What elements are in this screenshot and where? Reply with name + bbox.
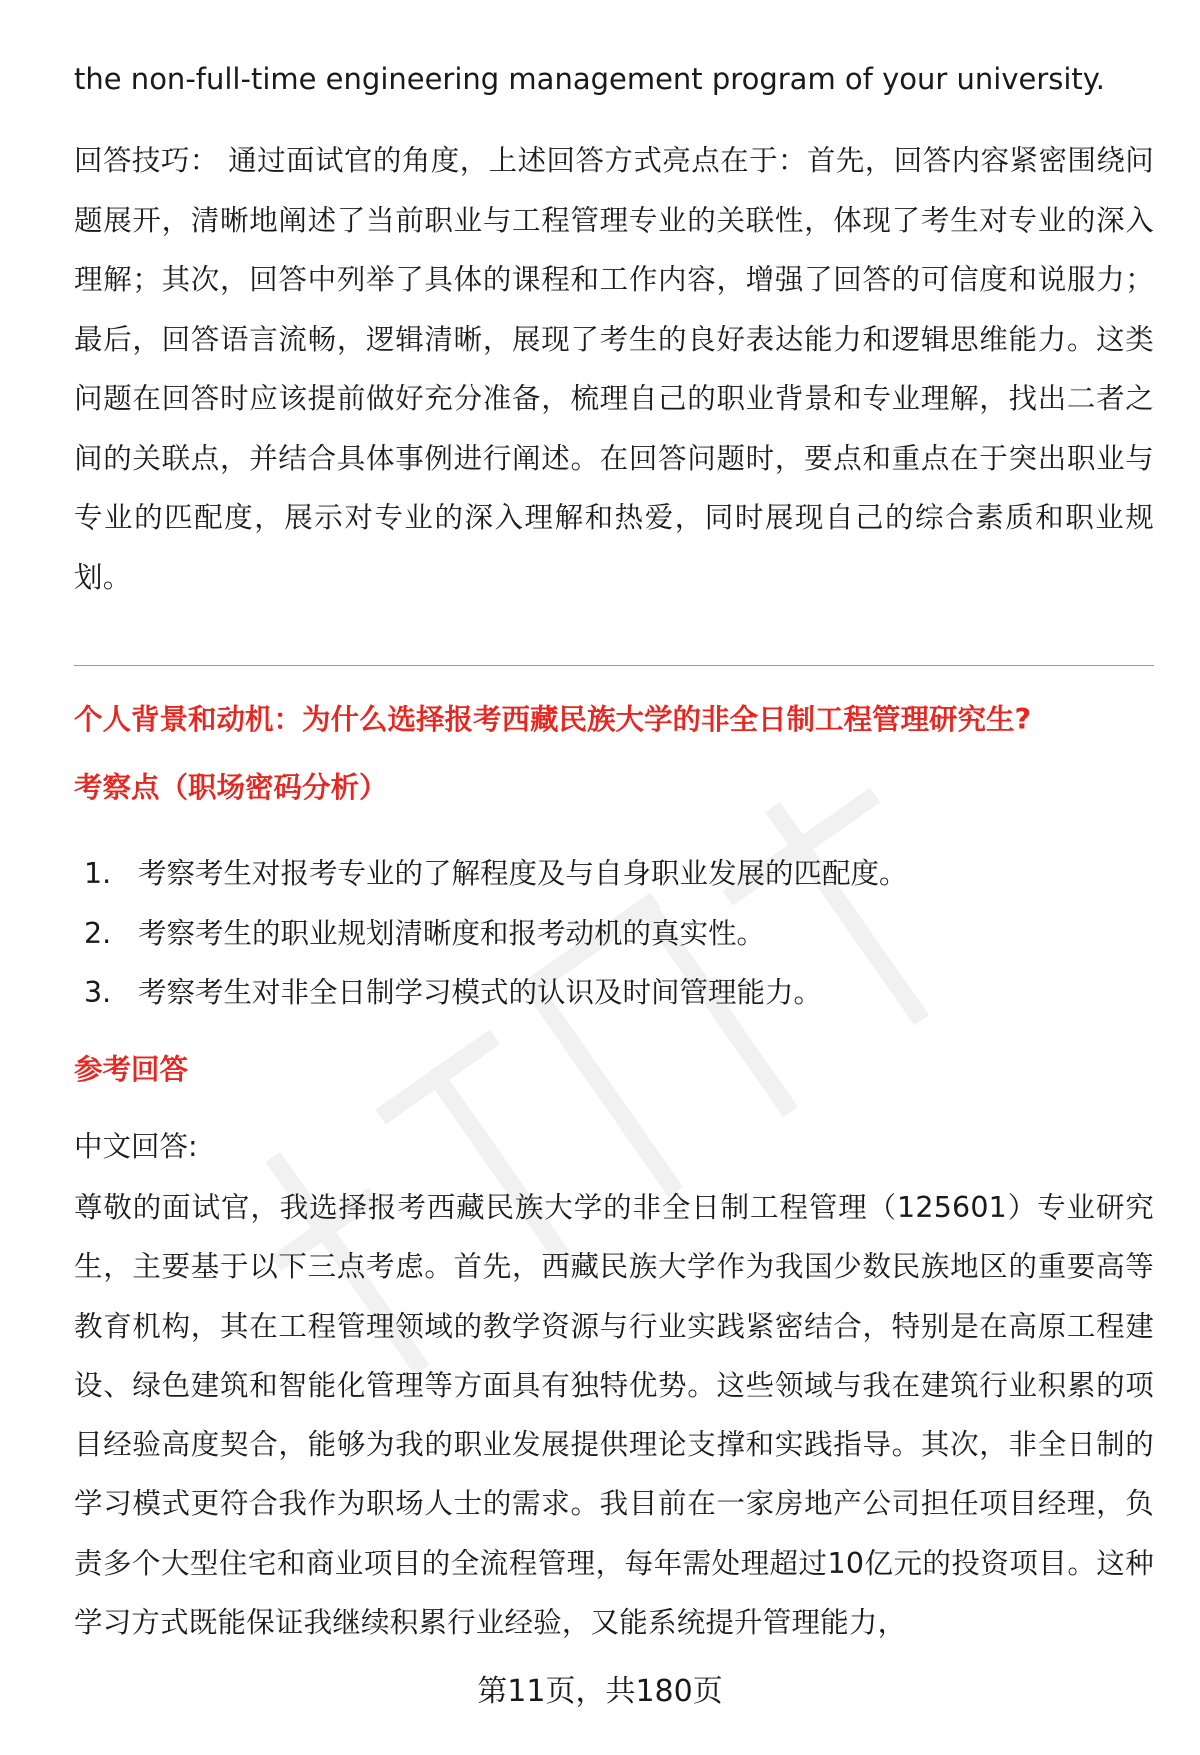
chinese-answer-label: 中文回答: bbox=[74, 1130, 198, 1163]
list-number: 3. bbox=[84, 976, 112, 1009]
exam-points-heading: 考察点（职场密码分析） bbox=[74, 771, 388, 804]
section-divider bbox=[74, 665, 1154, 666]
page-body bbox=[74, 56, 1154, 607]
list-number: 1. bbox=[84, 857, 112, 890]
answer-tip-paragraph: 回答技巧： 通过面试官的角度，上述回答方式亮点在于：首先，回答内容紧密围绕问题展开，清晰地阐述了当前职业与工程管理专业的关联性，体现了考生对专业的深入理解；其次，回答中列举了具体的课程和工作内容，增强了回答的可信度和说服力；最后，回答语言流畅，逻辑清晰，展现了考生的良好表达能力和逻辑思维能力。这类问题在回答时应该提前做好充分准备，梳理自己的职业背景和专业理解，找出二者之间的关联点，并结合具体事例进行阐述。在回答问题时，要点和重点在于突出职业与专业的匹配度，展示对专业的深入理解和热爱，同时展现自己的综合素质和职业规划。 bbox=[74, 144, 1154, 594]
answer-paragraph: 尊敬的面试官，我选择报考西藏民族大学的非全日制工程管理（125601）专业研究生，主要基于以下三点考虑。首先，西藏民族大学作为我国少数民族地区的重要高等教育机构，其在工程管理领域的教学资源与行业实践紧密结合，特别是在高原工程建设、绿色建筑和智能化管理等方面具有独特优势。这些领域与我在建筑行业积累的项目经验高度契合，能够为我的职业发展提供理论支撑和实践指导。其次，非全日制的学习模式更符合我作为职场人士的需求。我目前在一家房地产公司担任项目经理，负责多个大型住宅和商业项目的全流程管理，每年需处理超过10亿元的投资项目。这种学习方式既能保证我继续积累行业经验，又能系统提升管理能力， bbox=[74, 1191, 1154, 1640]
list-item bbox=[74, 904, 908, 964]
list-text: 考察考生对非全日制学习模式的认识及时间管理能力。 bbox=[138, 976, 823, 1009]
section-title: 个人背景和动机：为什么选择报考西藏民族大学的非全日制工程管理研究生? bbox=[74, 703, 1032, 736]
chinese-answer bbox=[74, 1178, 1154, 1652]
list-number: 2. bbox=[84, 916, 112, 950]
exam-points-list bbox=[74, 844, 908, 1023]
list-text: 考察考生的职业规划清晰度和报考动机的真实性。 bbox=[138, 916, 766, 950]
reference-answer-heading: 参考回答 bbox=[74, 1053, 189, 1086]
page-number-footer: 第11页，共180页 bbox=[477, 1674, 723, 1709]
list-text: 考察考生对报考专业的了解程度及与自身职业发展的匹配度。 bbox=[138, 857, 908, 890]
english-answer-tail: the non-full-time engineering management program of your university. bbox=[74, 62, 1106, 96]
list-item bbox=[74, 844, 908, 904]
list-item bbox=[74, 963, 908, 1023]
